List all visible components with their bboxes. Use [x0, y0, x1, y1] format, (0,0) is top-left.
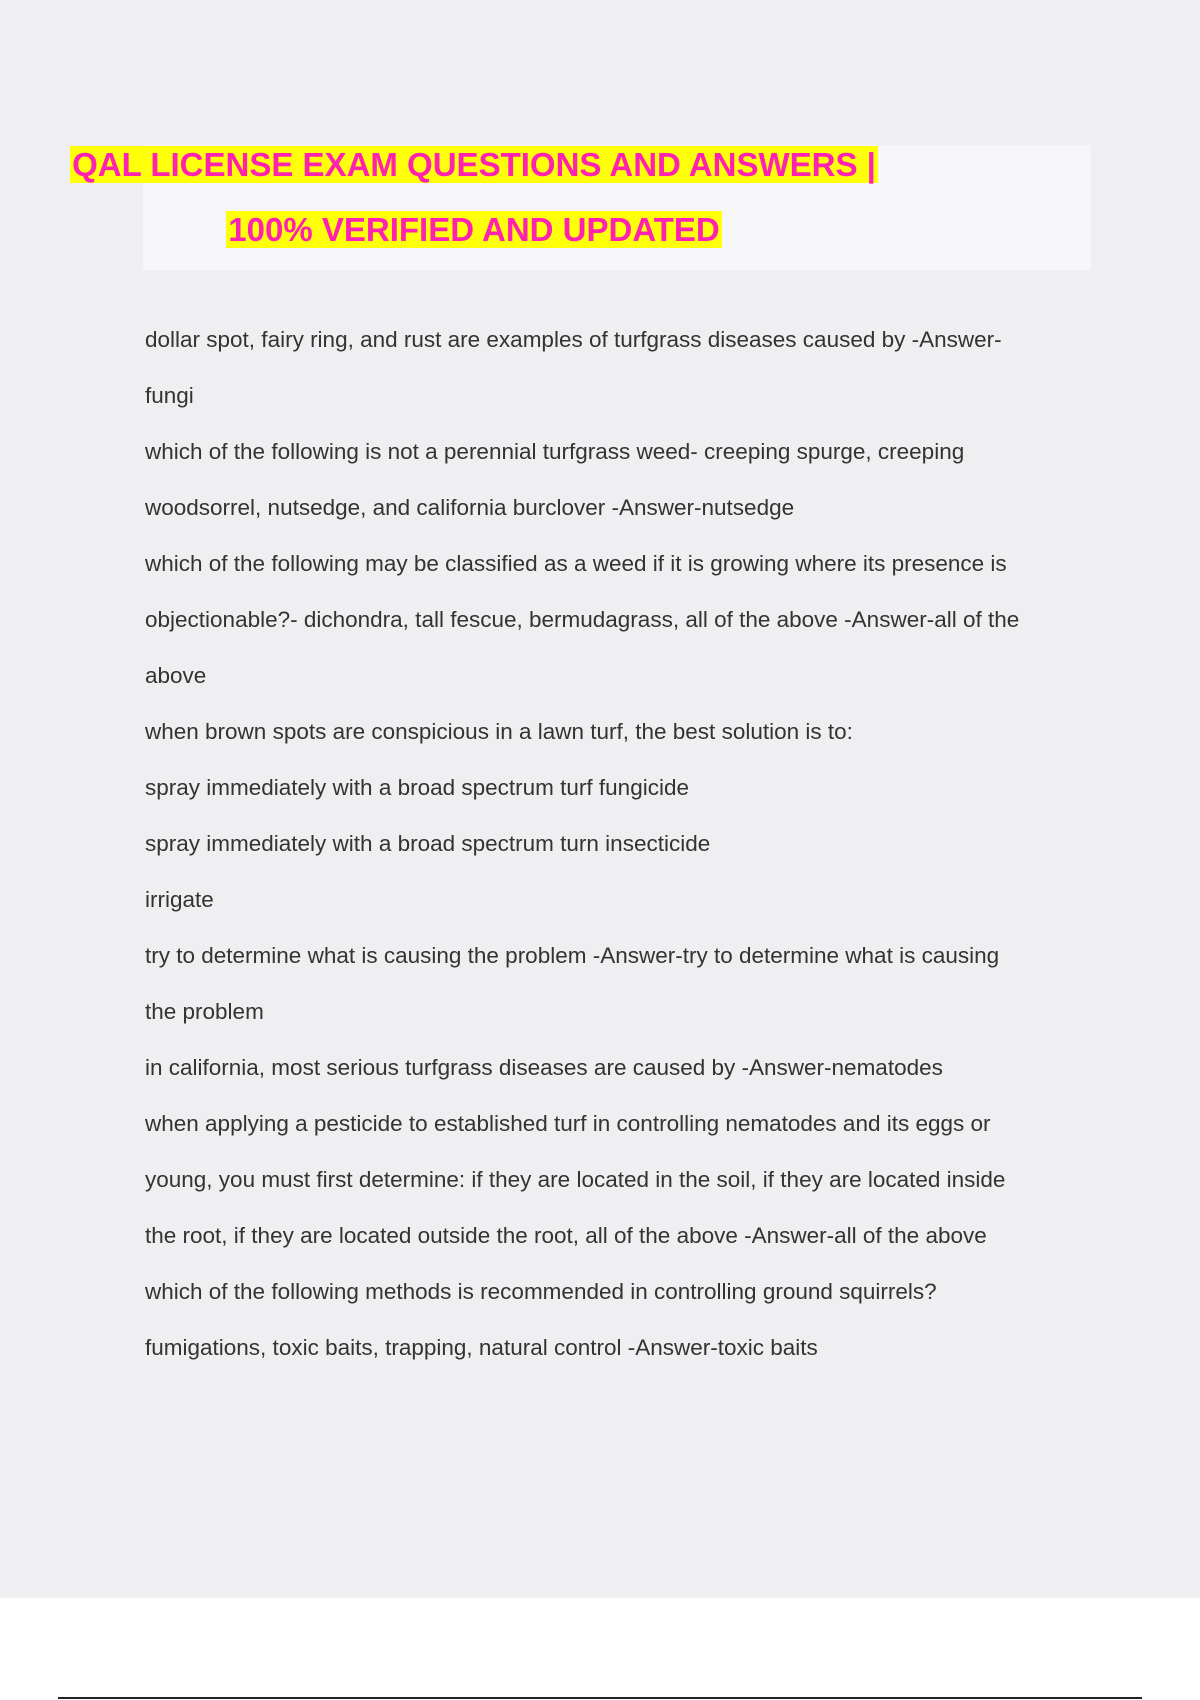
- title-highlight-1: QAL LICENSE EXAM QUESTIONS AND ANSWERS |: [72, 146, 876, 183]
- body-line: when applying a pesticide to established turf in controlling nematodes and its eggs or: [145, 1111, 991, 1136]
- body-line: which of the following methods is recommended in controlling ground squirrels?: [145, 1279, 937, 1304]
- body-line: try to determine what is causing the problem -Answer-try to determine what is causing: [145, 943, 1000, 968]
- body-line: fungi: [145, 383, 194, 408]
- body-line: spray immediately with a broad spectrum turf fungicide: [145, 775, 689, 800]
- document-title-line-1: [0, 145, 948, 185]
- body-line: which of the following may be classified as a weed if it is growing where its presence is: [145, 551, 1007, 576]
- body-line: young, you must first determine: if they are located in the soil, if they are located inside: [145, 1167, 1006, 1192]
- body-line: which of the following is not a perennial turfgrass weed- creeping spurge, creeping: [145, 439, 965, 464]
- body-line: spray immediately with a broad spectrum turn insecticide: [145, 831, 711, 856]
- document-body: [145, 312, 1105, 1376]
- body-line: the problem: [145, 999, 264, 1024]
- body-line: objectionable?- dichondra, tall fescue, bermudagrass, all of the above -Answer-all of the: [145, 607, 1020, 632]
- body-line: in california, most serious turfgrass diseases are caused by -Answer-nematodes: [145, 1055, 943, 1080]
- document-title-line-2: [0, 210, 948, 250]
- title-highlight-2: 100% VERIFIED AND UPDATED: [228, 211, 720, 248]
- body-line: dollar spot, fairy ring, and rust are examples of turfgrass diseases caused by -Answer-: [145, 327, 1002, 352]
- body-line: woodsorrel, nutsedge, and california burclover -Answer-nutsedge: [145, 495, 795, 520]
- body-line: fumigations, toxic baits, trapping, natural control -Answer-toxic baits: [145, 1335, 818, 1360]
- body-line: irrigate: [145, 887, 214, 912]
- body-line: above: [145, 663, 207, 688]
- body-line: the root, if they are located outside the root, all of the above -Answer-all of the above: [145, 1223, 987, 1248]
- body-line: when brown spots are conspicious in a lawn turf, the best solution is to:: [145, 719, 853, 744]
- page-footer-rule: [58, 1697, 1142, 1699]
